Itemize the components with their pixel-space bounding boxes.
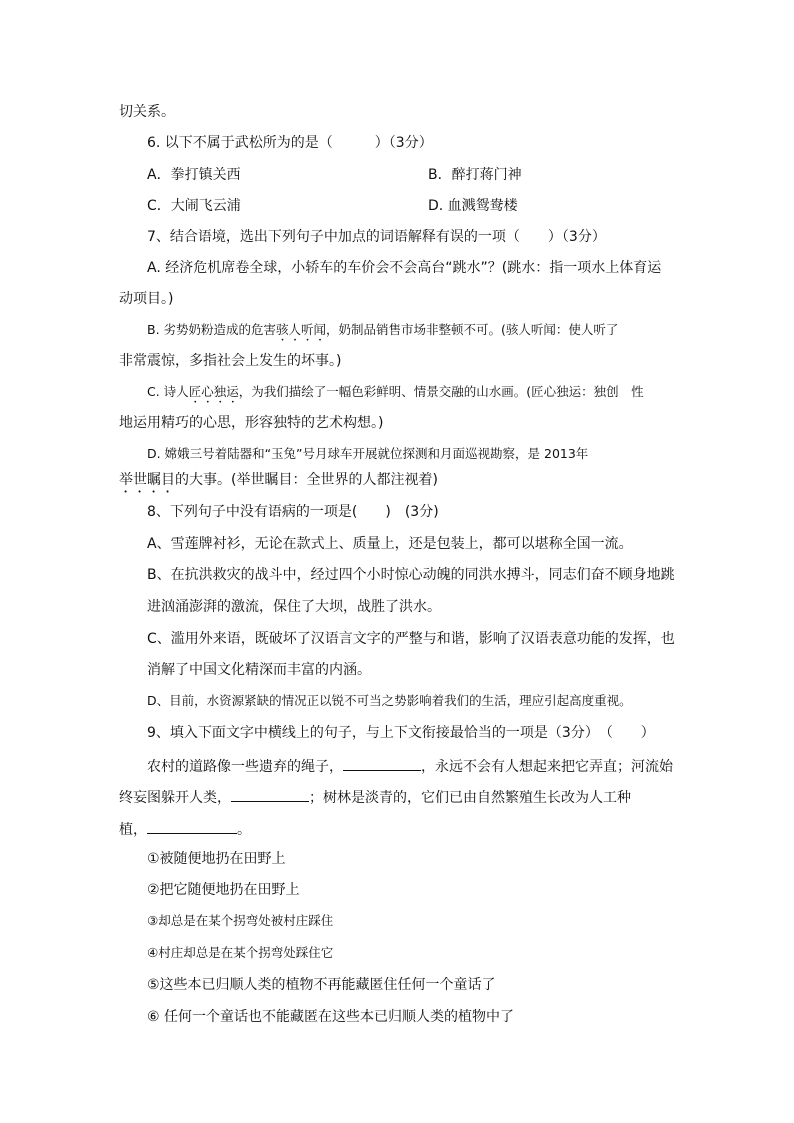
q9-passage-line2 (119, 786, 631, 806)
q7-option-a-line1: A. 经济危机席卷全球，小轿车的车价会不会高台“跳水”？(跳水：指一项水上体育运 (147, 260, 662, 276)
q7-option-d-line1: D. 嫦娥三号着陆器和“玉兔”号月球车开展就位探测和月面巡视勘察，是 2013年 (147, 446, 589, 461)
q9-stem: 9、填入下面文字中横线上的句子，与上下文衔接最恰当的一项是（3分） （ ） (147, 725, 655, 741)
q8-option-d: D、目前，水资源紧缺的情况正以锐不可当之势影响着我们的生活，理应引起高度重视。 (147, 693, 632, 708)
blank-line-2 (231, 786, 309, 802)
q6-options-cd (147, 196, 518, 216)
q9-choice-5: ⑤这些本已归顺人类的植物不再能藏匿住任何一个童话了 (147, 977, 496, 993)
q9-choice-1: ①被随便地扔在田野上 (147, 851, 286, 867)
q6-option-d: D. 血溅鸳鸯楼 (428, 198, 518, 214)
q8-option-c-line1: C、滥用外来语，既破坏了汉语言文字的严整与和谐，影响了汉语表意功能的发挥，也 (147, 631, 675, 647)
q7-option-b-line1 (147, 320, 618, 340)
q7-c-dotted-word: 匠心独运 (188, 384, 239, 399)
q6-option-a: A．拳打镇关西 (147, 167, 241, 183)
q9-p1-pre: 农村的道路像一些遗弃的绳子， (147, 759, 343, 775)
blank-line-3 (147, 818, 237, 834)
q8-stem: 8、下列句子中没有语病的一项是( ) (3分) (147, 504, 439, 520)
q7-b-pre: B. 劣势奶粉造成的危害 (147, 322, 277, 337)
q6-option-c: C．大闹飞云浦 (147, 198, 241, 214)
q6-options-ab (147, 165, 522, 185)
q7-option-a-line2: 动项目。) (119, 291, 174, 307)
q9-p2-pre: 终妄图躲开人类， (119, 790, 231, 806)
q9-choice-4: ④村庄却总是在某个拐弯处踩住它 (147, 945, 334, 960)
q8-option-b-line1: B、在抗洪救灾的战斗中，经过四个小时惊心动魄的同洪水搏斗，同志们奋不顾身地跳 (147, 567, 675, 583)
q6-option-b: B．醉打蒋门神 (428, 167, 522, 183)
q9-p3-post: 。 (237, 822, 251, 838)
q7-c-post: ，为我们描绘了一幅色彩鲜明、情景交融的山水画。(匠心独运：独创 性 (238, 384, 644, 399)
q8-option-c-line2: 消解了中国文化精深而丰富的内涵。 (147, 662, 371, 678)
q7-d-post: 的大事。(举世瞩目：全世界的人都注视着) (175, 472, 438, 488)
q6-stem: 6. 以下不属于武松所为的是（ ）（3分） (147, 135, 433, 151)
q7-d-dotted-word: 举世瞩目 (119, 472, 175, 488)
q7-option-d-line2 (119, 470, 438, 490)
q7-c-pre: C. 诗人 (147, 384, 189, 399)
q8-option-a: A、雪莲牌衬衫，无论在款式上、质量上，还是包装上，都可以堪称全国一流。 (147, 536, 633, 552)
q9-choice-6: ⑥ 任何一个童话也不能藏匿在这些本已归顺人类的植物中了 (147, 1009, 514, 1025)
q7-b-post: ，奶制品销售市场非整顿不可。(骇人听闻：使人听了 (326, 322, 619, 337)
q9-choice-3: ③却总是在某个拐弯处被村庄踩住 (147, 913, 334, 928)
continuation-line: 切关系。 (119, 104, 175, 120)
q9-p1-post: ，永远不会有人想起来把它弄直；河流始 (421, 759, 673, 775)
q7-option-b-line2: 非常震惊，多指社会上发生的坏事。) (119, 353, 342, 369)
q9-p3-pre: 植， (119, 822, 147, 838)
q7-option-c-line2: 地运用精巧的心思，形容独特的艺术构想。) (119, 415, 384, 431)
q8-option-b-line2: 进汹涌澎湃的激流，保住了大坝，战胜了洪水。 (147, 599, 441, 615)
q7-b-dotted-word: 骇人听闻 (276, 322, 327, 337)
q7-option-c-line1 (147, 382, 644, 402)
q9-p2-post: ；树林是淡青的，它们已由自然繁殖生长改为人工种 (309, 790, 631, 806)
q7-stem: 7、结合语境，选出下列句子中加点的词语解释有误的一项（ ）（3分） (147, 229, 606, 245)
blank-line-1 (343, 755, 421, 771)
q9-passage-line3 (119, 818, 251, 838)
q9-choice-2: ②把它随便地扔在田野上 (147, 882, 300, 898)
q9-passage-line1 (147, 755, 673, 775)
